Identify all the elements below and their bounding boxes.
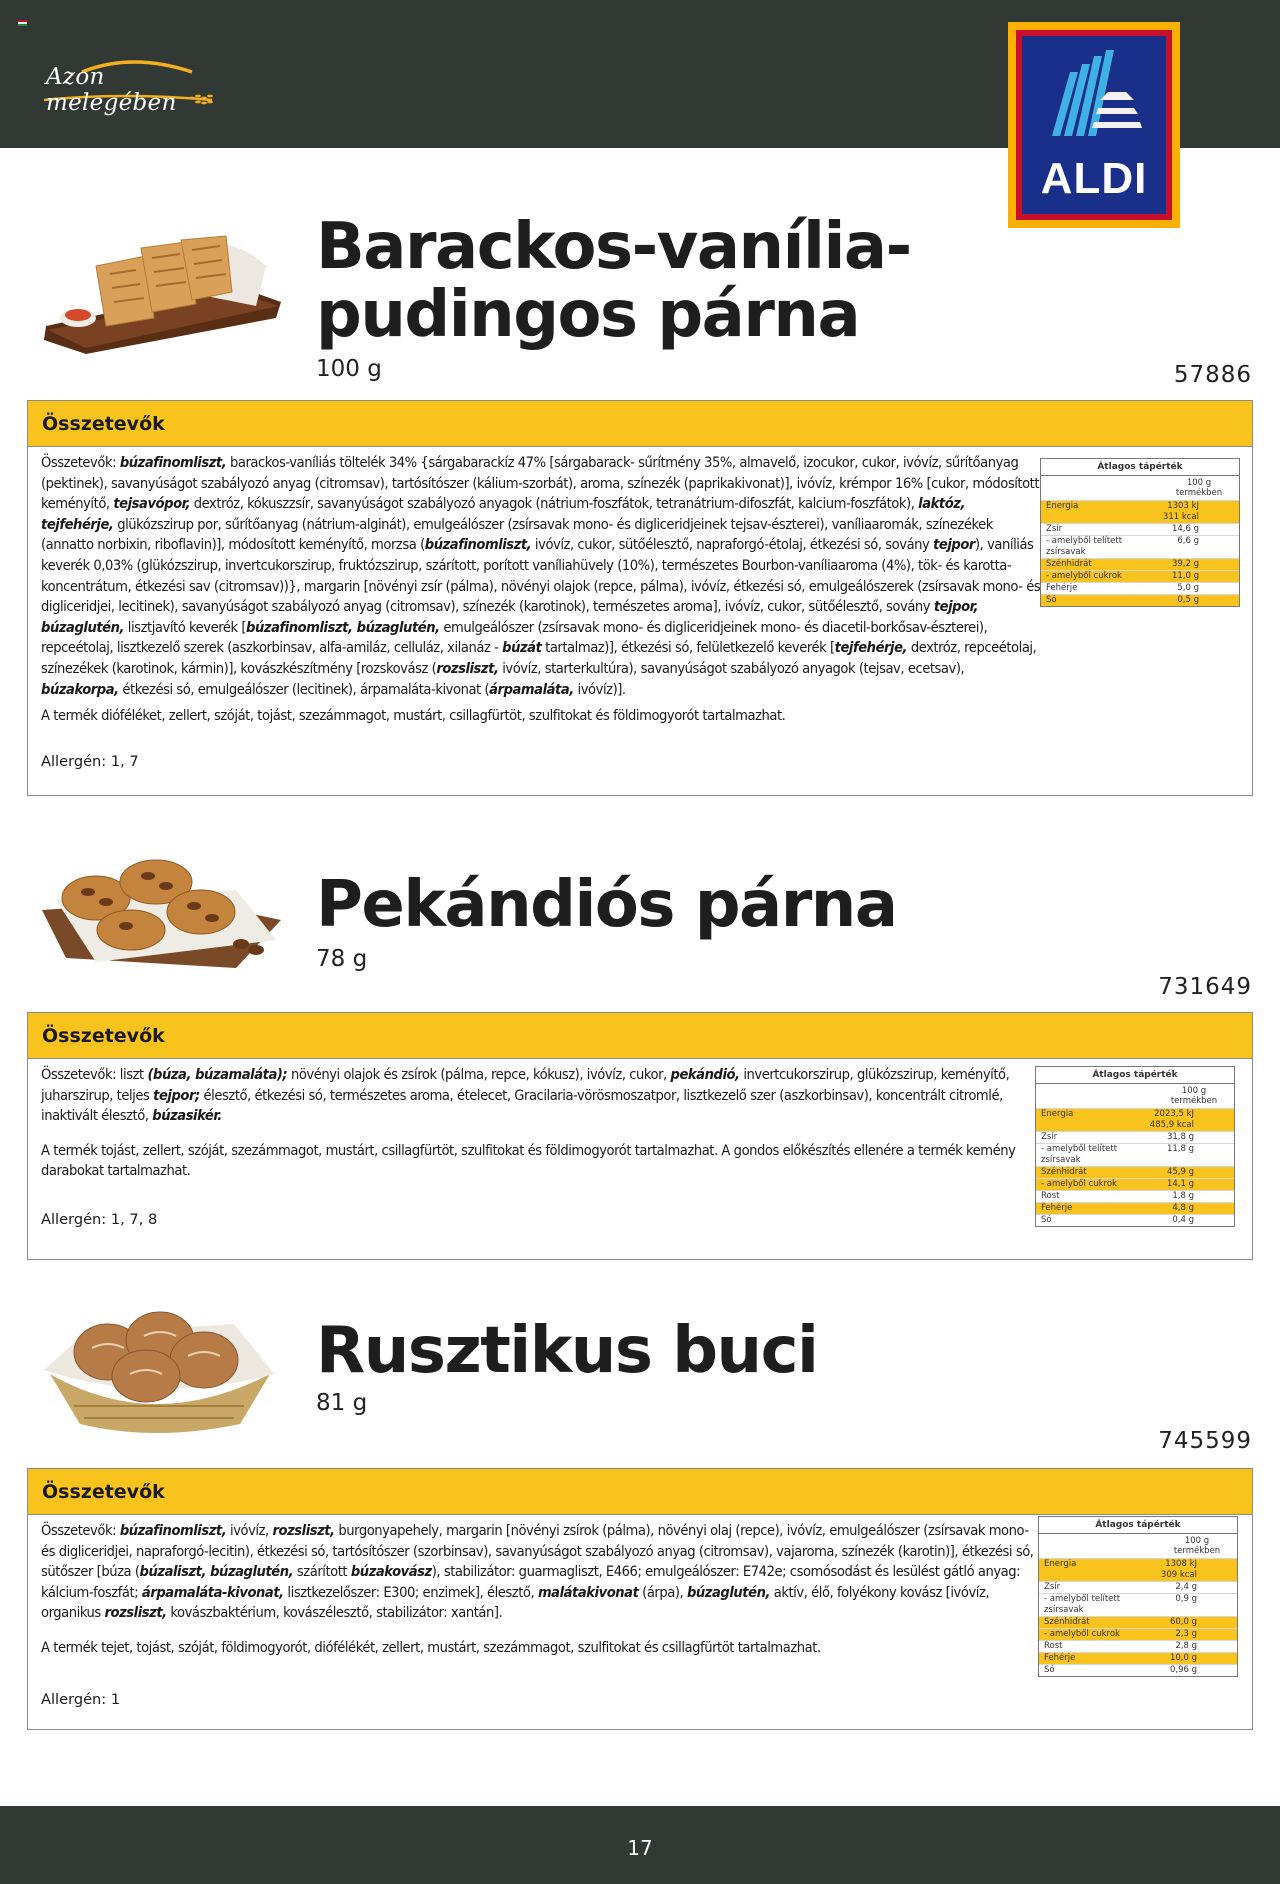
nutrition-label: - amelyből telített zsírsavak [1044, 1594, 1121, 1615]
nutrition-label: Só [1046, 595, 1057, 605]
ingredients-header: Összetevők [28, 401, 1252, 447]
nutrition-label: Rost [1044, 1641, 1063, 1651]
nutrition-value: 0,4 g [1172, 1215, 1194, 1225]
aldi-wordmark: ALDI [1040, 154, 1148, 203]
allergen-text: Allergén: 1, 7, 8 [41, 1211, 158, 1228]
ingredients-text: Összetevők: búzafinomliszt, barackos-vaníliás töltelék 34% {sárgabarackíz 47% [sárgabarack- sűrítmény 35%, almavelő, izocukor, cukor, ivóvíz, sűrítőanyag (pektinek), savanyúságot szabályozó anyag (citromsav), tartósítószer (kálium-szorbát), aroma, színezék (paprikakivonat)], ivóvíz, krémpor 16% [cukor, módosított keményítő, tejsavópor, dextróz, kókuszzsír, savanyúságot szabályozó anyagok (nátrium-foszfátok, tetranátrium-difoszfát, kalcium-foszfátok), laktóz, tejfehérje, glükózszirup por, sűrítőanyag (nátrium-alginát), emulgeálószer (zsírsavak mono- és digliceridjeinek tejsav-észterei), vaníliaaromák, színezékek (annatto norbixin, riboflavin)], módosított keményítő, morzsa (búzafinomliszt, ivóvíz, cukor, sütőélesztő, napraforgó-étolaj, étkezési só, sovány tejpor), vaníliás keverék 0,03% (glükózszirup, invertcukorszirup, fruktózszirup, szárított, porított vaníliahüvely (10%), természetes Bourbon-vaníliaaroma (4%), tök- és karotta-koncentrátum, étkezési sav (citromsav))}, margarin [növényi zsír (pálma), növényi olajok (repce, pálma), ivóvíz, étkezési só, emulgeálószerek (zsírsavak mono- és digliceridjei, lecitinek), savanyúságot szabályozó anyag (citromsav), színezék (karotinok), természetes aroma], ivóvíz, cukor, sütőélesztő, sovány tejpor, búzaglutén, lisztjavító keverék [búzafinomliszt, búzaglutén, emulgeálószer (zsírsavak mono- és digliceridjeinek mono- és diacetil-borkősav-észterei), repceétolaj, lisztkezelő szerek (aszkorbinsav, alfa-amiláz, celluláz, xilanáz - búzát tartalmaz)], étkezési só, felületkezelő keverék [tejfehérje, dextróz, repceétolaj, színezékek (karotinok, kármin)], kovászkészítmény [rozskovász (rozsliszt, ivóvíz, starterkultúra), savanyúságot szabályozó anyagok (tejsav, ecetsav), búzakorpa, étkezési só, emulgeálószer (lecitinek), árpamaláta-kivonat (árpamaláta, ivóvíz)]. A termék dióféléket, zellert, szóját, tojást, szezámmagot, mustárt, csillagfürtöt, szulfitokat és földimogyorót tartalmazhat. [41, 454, 1041, 725]
nutrition-label: Zsír [1041, 1132, 1058, 1142]
product-weight: 100 g [316, 356, 382, 382]
product-weight: 81 g [316, 1390, 368, 1416]
pekandios-parna-image [36, 840, 286, 970]
nutrition-label: Fehérje [1041, 1203, 1073, 1213]
nutrition-per: 100 g [1181, 1086, 1207, 1096]
nutrition-value: 11,0 g [1171, 571, 1199, 581]
nutrition-label: Energia [1041, 1109, 1074, 1119]
rusztikus-buci-image [44, 1294, 274, 1434]
nutrition-value: 1,8 g [1172, 1191, 1194, 1201]
nutrition-label: Energia [1046, 501, 1079, 511]
nutrition-label: Rost [1041, 1191, 1060, 1201]
nutrition-label: - amelyből cukrok [1046, 571, 1122, 581]
ingredients-text: Összetevők: liszt (búza, búzamaláta); növényi olajok és zsírok (pálma, repce, kókusz), ivóvíz, cukor, pekándió, invertcukorszirup, glükózszirup, keményítő, juharszirup, teljes tejpor; élesztő, étkezési só, természetes aroma, ételecet, Gracilaria-vörösmoszatpor, lisztkezelő szer (aszkorbinsav), koncentrált citromlé, inaktivált élesztő, búzasikér. A termék tojást, zellert, szóját, szezámmagot, mustárt, csillagfürtöt, szulfitokat és földimogyorót tartalmazhat. A gondos előkészítés ellenére a termék kemény darabokat tartalmazhat. [41, 1066, 1016, 1180]
nutrition-value: 4,8 g [1172, 1203, 1194, 1213]
product-code: 731649 [1158, 974, 1252, 1000]
nutrition-value: 2023,5 kJ [1154, 1109, 1194, 1119]
nutrition-value: 1303 kJ [1167, 501, 1199, 511]
nutrition-title: Átlagos tápérték [1039, 1517, 1237, 1534]
nutrition-value: 31,8 g [1166, 1132, 1194, 1142]
ingredients-header: Összetevők [28, 1013, 1252, 1059]
nutrition-value: 2,3 g [1175, 1629, 1197, 1639]
nutrition-table [1040, 458, 1240, 607]
product-title: Barackos-vanília- [316, 210, 911, 284]
nutrition-label: Szénhidrát [1041, 1167, 1087, 1177]
product-weight: 78 g [316, 946, 368, 972]
nutrition-value: 5,0 g [1177, 583, 1199, 593]
barackos-parna-image [36, 226, 286, 356]
nutrition-value: 0,5 g [1177, 595, 1199, 605]
nutrition-label: Szénhidrát [1046, 559, 1092, 569]
nutrition-label: Fehérje [1044, 1653, 1076, 1663]
footer-bar [0, 1806, 1280, 1884]
nutrition-value2: 311 kcal [1162, 512, 1199, 522]
nutrition-value: 0,9 g [1175, 1594, 1197, 1604]
product-code: 745599 [1158, 1428, 1252, 1454]
page-number: 17 [627, 1836, 653, 1860]
nutrition-per: 100 g [1184, 1536, 1210, 1546]
nutrition-value: 0,96 g [1169, 1665, 1197, 1675]
nutrition-value2: 485,9 kcal [1149, 1120, 1194, 1130]
nutrition-label: Fehérje [1046, 583, 1078, 593]
azon-melegeben-logo [42, 58, 222, 116]
nutrition-value: 6,6 g [1177, 536, 1199, 546]
product-code: 57886 [1173, 362, 1252, 388]
nutrition-value: 39,2 g [1171, 559, 1199, 569]
ingredients-text: Összetevők: búzafinomliszt, ivóvíz, rozsliszt, burgonyapehely, margarin [növényi zsírok (pálma), növényi olaj (repce), ivóvíz, emulgeálószer (zsírsavak mono- és digliceridjei, napraforgó-lecitin), étkezési só, tartósítószer (szorbinsav), savanyúságot szabályozó anyag (citromsav), vajaroma, színezék (karotin)], étkezési só, sütőszer [búza (búzaliszt, búzaglutén, szárított búzakovász), stabilizátor: guarmagliszt, E466; emulgeálószer: E742e; csomósodást és lesülést gátló anyag: kálcium-foszfát; árpamaláta-kivonat, lisztkezelőszer: E300; enzimek], élesztő, malátakivonat (árpa), búzaglutén, aktív, élő, folyékony kovász [ivóvíz, organikus rozsliszt, kovászbaktérium, kovászélesztő, stabilizátor: xantán]. A termék tejet, tojást, szóját, földimogyorót, diófélékét, zellert, mustárt, szezámmagot, szulfitokat és csillagfürtöt tartalmazhat. [41, 1522, 1034, 1656]
aldi-logo [1008, 22, 1180, 228]
nutrition-value: 10,0 g [1169, 1653, 1197, 1663]
nutrition-per2: termékben [1175, 488, 1223, 498]
nutrition-label: - amelyből cukrok [1041, 1179, 1117, 1189]
language-flag-icon[interactable] [18, 20, 27, 26]
nutrition-label: Zsír [1046, 524, 1063, 534]
nutrition-value: 11,8 g [1166, 1144, 1194, 1154]
nutrition-value2: 309 kcal [1160, 1570, 1197, 1580]
nutrition-label: Energia [1044, 1559, 1077, 1569]
nutrition-label: - amelyből telített zsírsavak [1046, 536, 1123, 557]
nutrition-value: 60,0 g [1169, 1617, 1197, 1627]
nutrition-label: - amelyből telített zsírsavak [1041, 1144, 1118, 1165]
nutrition-table [1035, 1066, 1235, 1227]
nutrition-value: 2,8 g [1175, 1641, 1197, 1651]
script-logo-text: Azon melegében [46, 64, 177, 116]
nutrition-value: 1308 kJ [1165, 1559, 1197, 1569]
nutrition-title: Átlagos tápérték [1036, 1067, 1234, 1084]
nutrition-title: Átlagos tápérték [1041, 459, 1239, 476]
nutrition-label: - amelyből cukrok [1044, 1629, 1120, 1639]
allergen-text: Allergén: 1 [41, 1691, 121, 1708]
nutrition-value: 2,4 g [1175, 1582, 1197, 1592]
nutrition-value: 45,9 g [1166, 1167, 1194, 1177]
nutrition-per2: termékben [1170, 1096, 1218, 1106]
product-title: Rusztikus buci [316, 1314, 818, 1388]
nutrition-per2: termékben [1173, 1546, 1221, 1556]
nutrition-value: 14,1 g [1166, 1179, 1194, 1189]
nutrition-value: 14,6 g [1171, 524, 1199, 534]
product-title: Pekándiós párna [316, 868, 897, 942]
aldi-stripes-icon [1022, 36, 1166, 156]
allergen-text: Allergén: 1, 7 [41, 753, 139, 770]
nutrition-label: Szénhidrát [1044, 1617, 1090, 1627]
ingredients-header: Összetevők [28, 1469, 1252, 1515]
nutrition-label: Zsír [1044, 1582, 1061, 1592]
nutrition-per: 100 g [1186, 478, 1212, 488]
nutrition-label: Só [1044, 1665, 1055, 1675]
product-title-line2: pudingos párna [316, 278, 860, 352]
nutrition-table [1038, 1516, 1238, 1677]
nutrition-label: Só [1041, 1215, 1052, 1225]
